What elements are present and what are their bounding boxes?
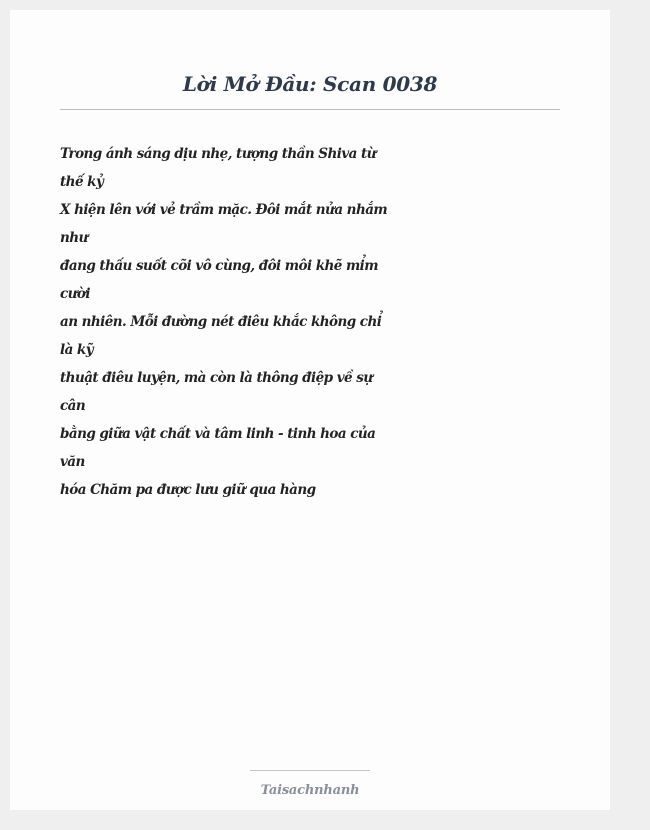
text-line: hóa Chăm pa được lưu giữ qua hàng (60, 482, 316, 498)
text-line: bằng giữa vật chất và tâm linh - tinh hoa của (60, 426, 376, 442)
body-text (60, 140, 388, 504)
footer-credit: Taisachnhanh (260, 783, 360, 798)
text-line: như (60, 230, 88, 246)
document-page (10, 10, 610, 810)
text-line: thuật điêu luyện, mà còn là thông điệp về sự (60, 370, 373, 386)
text-line: Trong ánh sáng dịu nhẹ, tượng thần Shiva từ (60, 146, 376, 162)
footer-divider (250, 770, 370, 771)
text-line: cân (60, 398, 86, 414)
text-line: an nhiên. Mỗi đường nét điêu khắc không chỉ (60, 314, 382, 330)
text-line: X hiện lên với vẻ trầm mặc. Đôi mắt nửa nhắm (60, 202, 388, 218)
text-line: là kỹ (60, 342, 94, 358)
text-line: cười (60, 286, 90, 302)
title-divider (60, 109, 560, 110)
text-line: thế kỷ (60, 174, 104, 190)
page-title: Lời Mở Đầu: Scan 0038 (182, 72, 438, 96)
text-line: đang thấu suốt cõi vô cùng, đôi môi khẽ mỉm (60, 258, 378, 274)
text-line: văn (60, 454, 85, 470)
